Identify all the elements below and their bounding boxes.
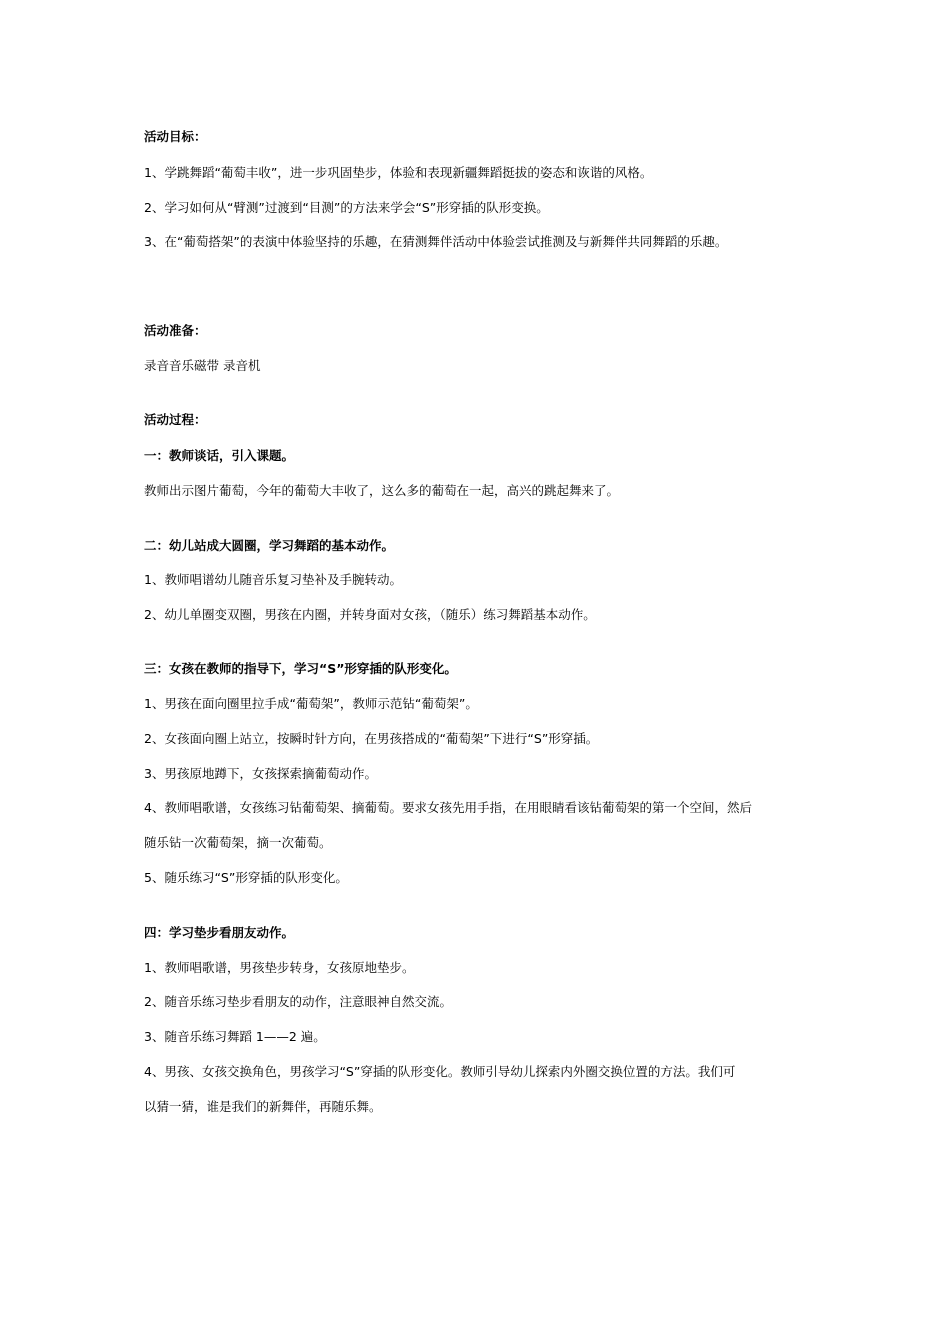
goals-heading: 活动目标： [144,129,207,144]
section3-item-2: 2、女孩面向圈上站立，按瞬时针方向，在男孩搭成的“葡萄架”下进行“S”形穿插。 [144,731,599,746]
section3-item-1: 1、男孩在面向圈里拉手成“葡萄架”，教师示范钻“葡萄架”。 [144,696,478,711]
section4-item-2: 2、随音乐练习垫步看朋友的动作，注意眼神自然交流。 [144,994,452,1009]
section1-heading: 一：教师谈话，引入课题。 [144,448,295,463]
section3-item-3: 3、男孩原地蹲下，女孩探索摘葡萄动作。 [144,766,377,781]
goal-item-3: 3、在“葡萄搭架”的表演中体验坚持的乐趣，在猜测舞伴活动中体验尝试推测及与新舞伴共同舞蹈的乐趣。 [144,234,728,249]
section4-item-4: 4、男孩、女孩交换角色，男孩学习“S”穿插的队形变化。教师引导幼儿探索内外圈交换位置的方法。我们可 [144,1064,736,1079]
preparation-heading: 活动准备： [144,323,207,338]
section3-item-4: 4、教师唱歌谱，女孩练习钻葡萄架、摘葡萄。要求女孩先用手指，在用眼睛看该钻葡萄架的第一个空间，然后 [144,800,752,815]
section3-item-4-continued: 随乐钻一次葡萄架，摘一次葡萄。 [144,835,332,850]
section3-item-5: 5、随乐练习“S”形穿插的队形变化。 [144,870,348,885]
goal-item-2: 2、学习如何从“臂测”过渡到“目测”的方法来学会“S”形穿插的队形变换。 [144,200,549,215]
process-heading: 活动过程： [144,412,207,427]
section4-item-1: 1、教师唱歌谱，男孩垫步转身，女孩原地垫步。 [144,960,415,975]
section4-heading: 四：学习垫步看朋友动作。 [144,925,295,940]
section2-item-1: 1、教师唱谱幼儿随音乐复习垫补及手腕转动。 [144,572,402,587]
preparation-text: 录音音乐磁带 录音机 [144,358,261,373]
section4-item-4-continued: 以猜一猜，谁是我们的新舞伴，再随乐舞。 [144,1099,382,1114]
section3-heading: 三：女孩在教师的指导下，学习“S”形穿插的队形变化。 [144,661,457,676]
section1-text: 教师出示图片葡萄，今年的葡萄大丰收了，这么多的葡萄在一起，高兴的跳起舞来了。 [144,483,620,498]
section4-item-3: 3、随音乐练习舞蹈 1——2 遍。 [144,1029,326,1044]
section2-heading: 二：幼儿站成大圆圈，学习舞蹈的基本动作。 [144,538,395,553]
section2-item-2: 2、幼儿单圈变双圈，男孩在内圈，并转身面对女孩，（随乐）练习舞蹈基本动作。 [144,607,596,622]
goal-item-1: 1、学跳舞蹈“葡萄丰收”，进一步巩固垫步，体验和表现新疆舞蹈挺拔的姿态和诙谐的风格。 [144,165,653,180]
